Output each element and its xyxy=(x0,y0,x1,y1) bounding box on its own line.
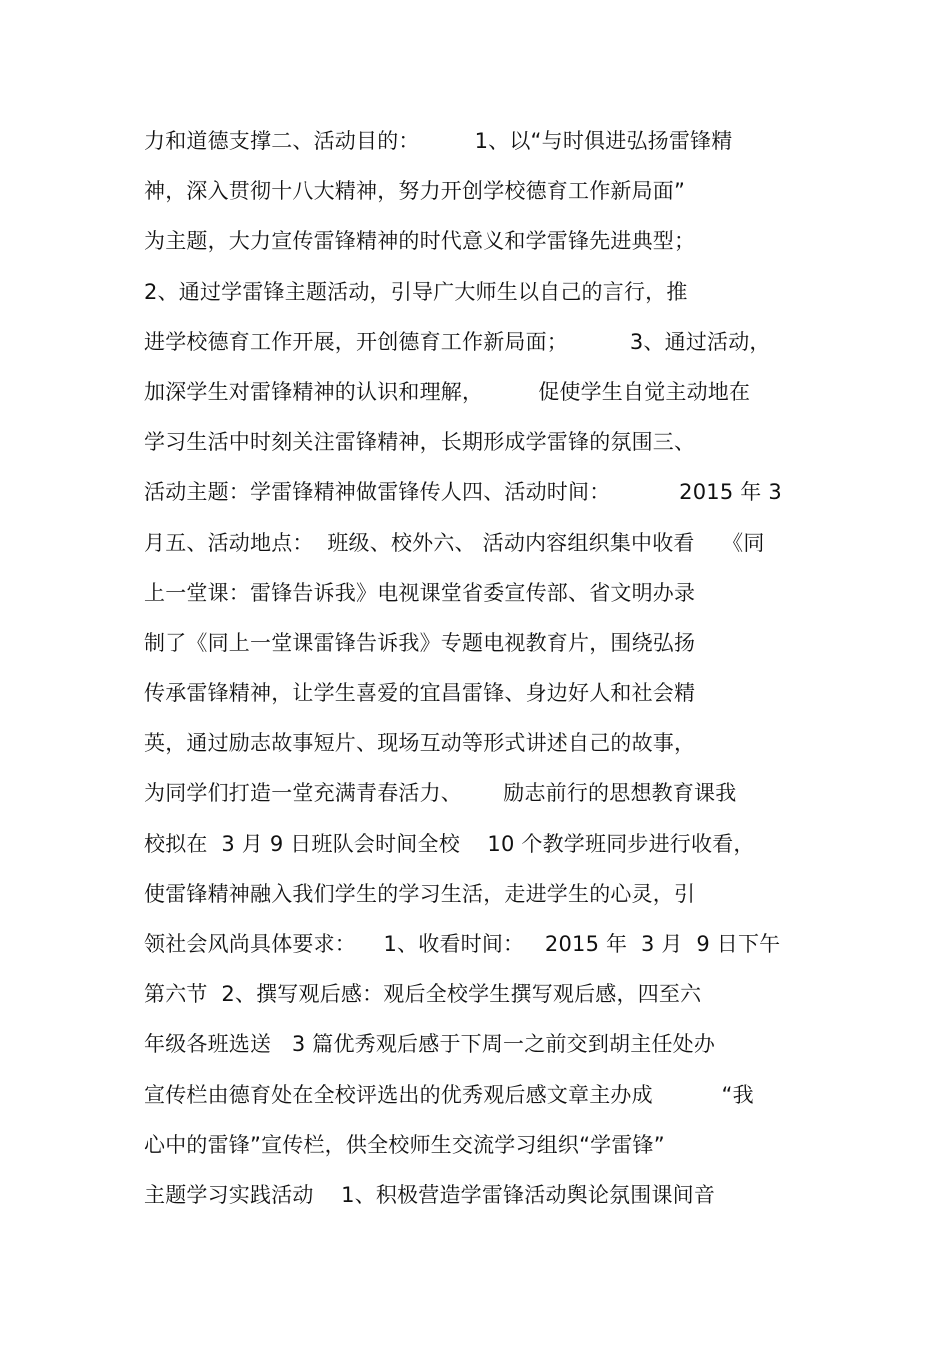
text-line: 月五、活动地点： 班级、校外六、 活动内容组织集中收看 《同 xyxy=(144,530,765,555)
text-line: 上一堂课：雷锋告诉我》电视课堂省委宣传部、省文明办录 xyxy=(144,580,696,605)
text-line: 为同学们打造一堂充满青春活力、 励志前行的思想教育课我 xyxy=(144,781,737,806)
text-line: 校拟在 3 月 9 日班队会时间全校 10 个教学班同步进行收看， xyxy=(144,831,755,856)
text-line: 加深学生对雷锋精神的认识和理解， 促使学生自觉主动地在 xyxy=(144,379,751,404)
text-line: 活动主题：学雷锋精神做雷锋传人四、活动时间： 2015 年 3 xyxy=(144,480,782,505)
document-body xyxy=(144,116,824,1220)
text-line: 领社会风尚具体要求： 1、收看时间： 2015 年 3 月 9 日下午 xyxy=(144,932,781,956)
text-line: 第六节 2、撰写观后感：观后全校学生撰写观后感，四至六 xyxy=(144,982,702,1007)
text-line: 年级各班选送 3 篇优秀观后感于下周一之前交到胡主任处办 xyxy=(144,1032,716,1057)
text-line: 神，深入贯彻十八大精神，努力开创学校德育工作新局面” xyxy=(144,179,686,204)
text-line: 主题学习实践活动 1、积极营造学雷锋活动舆论氛围课间音 xyxy=(144,1182,716,1207)
text-line: 力和道德支撑二、活动目的： 1、以“与时俱进弘扬雷锋精 xyxy=(144,129,733,153)
text-line: 进学校德育工作开展，开创德育工作新局面； 3、通过活动， xyxy=(144,329,771,354)
text-line: 传承雷锋精神，让学生喜爱的宜昌雷锋、身边好人和社会精 xyxy=(144,681,696,706)
text-line: 2、通过学雷锋主题活动，引导广大师生以自己的言行，推 xyxy=(144,279,688,304)
text-line: 英，通过励志故事短片、现场互动等形式讲述自己的故事， xyxy=(144,731,696,756)
text-line: 使雷锋精神融入我们学生的学习生活，走进学生的心灵，引 xyxy=(144,881,696,906)
text-line: 为主题，大力宣传雷锋精神的时代意义和学雷锋先进典型； xyxy=(144,229,696,254)
text-line: 宣传栏由德育处在全校评选出的优秀观后感文章主办成 “我 xyxy=(144,1082,754,1107)
text-line: 制了《同上一堂课雷锋告诉我》专题电视教育片，围绕弘扬 xyxy=(144,630,696,655)
text-line: 心中的雷锋”宣传栏，供全校师生交流学习组织“学雷锋” xyxy=(144,1132,665,1157)
text-line: 学习生活中时刻关注雷锋精神，长期形成学雷锋的氛围三、 xyxy=(144,430,696,455)
